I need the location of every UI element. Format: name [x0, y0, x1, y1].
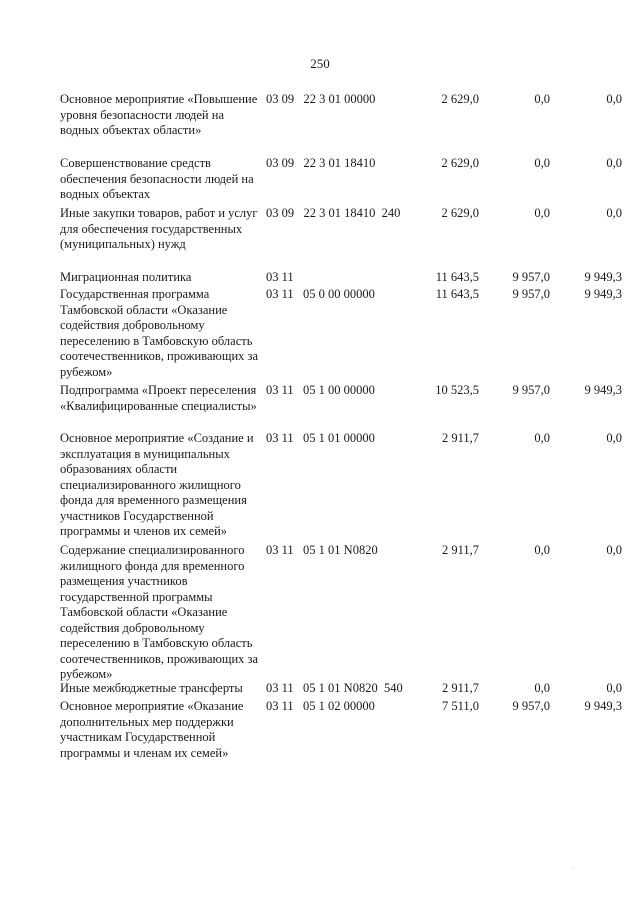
row-name: Иные закупки товаров, работ и услуг для обеспечения государственных (муниципальных) нужд [60, 206, 258, 251]
table-row [0, 156, 640, 206]
row-code: 03 11 05 1 01 N0820 540 [266, 681, 403, 695]
budget-table [0, 92, 640, 765]
row-value-1: 10 523,5 [435, 383, 479, 397]
row-value-1: 7 511,0 [441, 699, 479, 713]
row-name: Содержание специализированного жилищного фонда для временного размещения участников государственной программы Тамбовской области «Оказание содействия добровольному переселению в Тамбовскую область соотечественников, проживающих за рубежом» [60, 543, 259, 681]
table-row [0, 543, 640, 681]
row-value-2: 9 957,0 [512, 383, 550, 397]
row-value-1: 11 643,5 [435, 287, 479, 301]
row-name: Основное мероприятие «Повышение уровня безопасности людей на водных объектах области» [60, 92, 258, 137]
row-value-1: 2 629,0 [441, 156, 479, 170]
table-row [0, 681, 640, 699]
row-value-3: 9 949,3 [584, 270, 622, 284]
table-row [0, 92, 640, 156]
table-row [0, 287, 640, 383]
row-value-1: 2 629,0 [441, 92, 479, 106]
row-name: Основное мероприятие «Создание и эксплуатация в муниципальных образованиях области специализированного жилищного фонда для временного размещения участников Государственной программы и членов их семей» [60, 431, 254, 538]
row-value-1: 2 911,7 [441, 431, 479, 445]
row-value-3: 0,0 [606, 206, 622, 220]
row-code: 03 11 05 1 00 00000 [266, 383, 375, 397]
table-row [0, 699, 640, 765]
row-name: Государственная программа Тамбовской области «Оказание содействия добровольному переселению в Тамбовскую область соотечественников, проживающих за рубежом» [60, 287, 259, 379]
row-code: 03 11 [266, 270, 294, 284]
row-name: Совершенствование средств обеспечения безопасности людей на водных объектах [60, 156, 254, 201]
row-code: 03 09 22 3 01 18410 240 [266, 206, 401, 220]
row-value-3: 0,0 [606, 92, 622, 106]
row-name: Миграционная политика [60, 270, 192, 284]
page-number: 250 [310, 56, 330, 71]
table-row [0, 206, 640, 270]
row-value-2: 0,0 [534, 543, 550, 557]
row-code: 03 09 22 3 01 00000 [266, 92, 376, 106]
row-name: Основное мероприятие «Оказание дополнительных мер поддержки участникам Государственной программы и членам их семей» [60, 699, 244, 760]
table-row [0, 431, 640, 543]
row-value-2: 9 957,0 [512, 699, 550, 713]
row-code: 03 11 05 1 01 00000 [266, 431, 375, 445]
row-value-1: 2 911,7 [441, 681, 479, 695]
row-name: Иные межбюджетные трансферты [60, 681, 243, 695]
row-value-2: 0,0 [534, 92, 550, 106]
row-value-3: 0,0 [606, 156, 622, 170]
table-row [0, 383, 640, 431]
row-value-2: 9 957,0 [512, 287, 550, 301]
row-value-3: 9 949,3 [584, 287, 622, 301]
row-value-3: 0,0 [606, 431, 622, 445]
row-value-1: 2 629,0 [441, 206, 479, 220]
row-code: 03 11 05 0 00 00000 [266, 287, 375, 301]
row-value-2: 0,0 [534, 431, 550, 445]
row-value-3: 0,0 [606, 681, 622, 695]
row-value-2: 0,0 [534, 156, 550, 170]
row-value-3: 9 949,3 [584, 383, 622, 397]
row-value-2: 0,0 [534, 681, 550, 695]
table-row [0, 270, 640, 287]
row-code: 03 11 05 1 01 N0820 [266, 543, 378, 557]
row-value-2: 0,0 [534, 206, 550, 220]
row-value-3: 9 949,3 [584, 699, 622, 713]
row-value-1: 11 643,5 [435, 270, 479, 284]
row-name: Подпрограмма «Проект переселения «Квалифицированные специалисты» [60, 383, 257, 413]
row-value-2: 9 957,0 [512, 270, 550, 284]
row-code: 03 09 22 3 01 18410 [266, 156, 376, 170]
row-value-1: 2 911,7 [441, 543, 479, 557]
scan-mark: · [572, 866, 574, 872]
row-code: 03 11 05 1 02 00000 [266, 699, 375, 713]
row-value-3: 0,0 [606, 543, 622, 557]
